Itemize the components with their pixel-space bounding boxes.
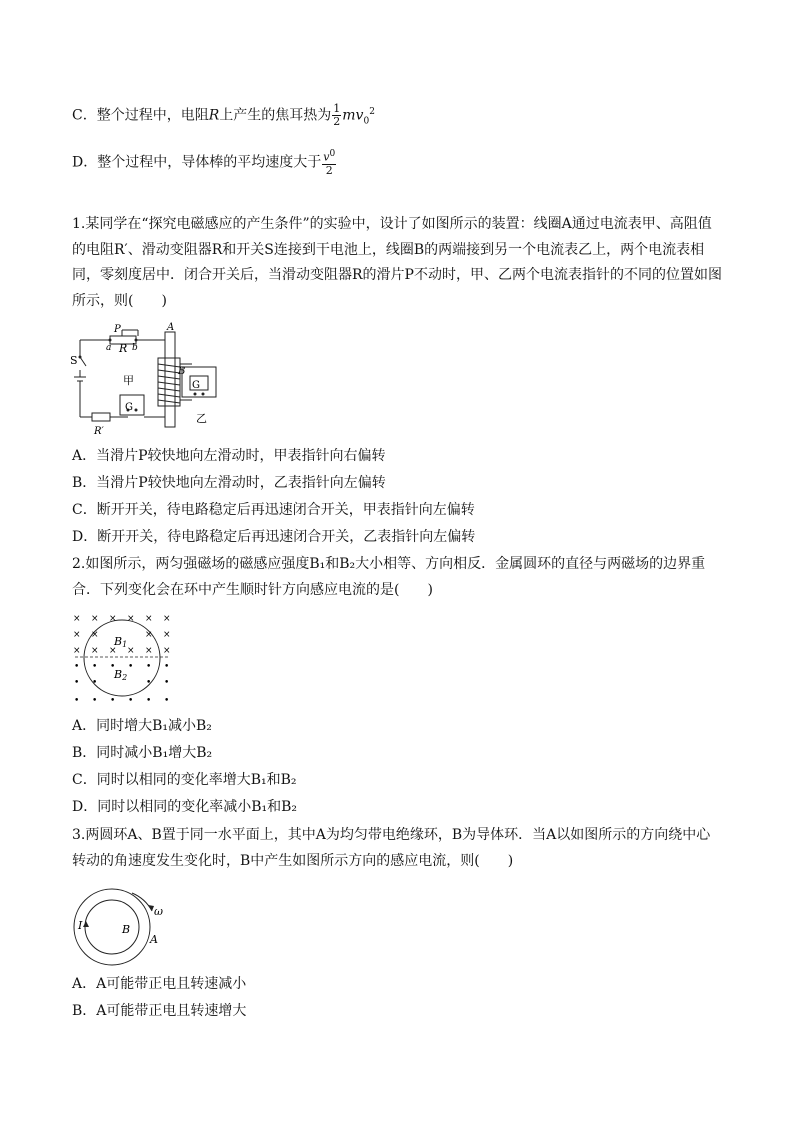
label-G-jia: G (125, 402, 133, 413)
field-cross: × (127, 646, 135, 656)
label-S: S (70, 354, 78, 367)
q1-option-d[interactable]: D．断开开关，待电路稳定后再迅速闭合开关，乙表指针向左偏转 (72, 529, 476, 545)
field-cross: × (163, 646, 171, 656)
q3-option-b[interactable]: B．A可能带正电且转速增大 (72, 1003, 247, 1019)
question-2-stem (72, 552, 722, 603)
question-1-number: 1. (72, 216, 86, 232)
label-b: b (132, 343, 138, 353)
field-dot: • (74, 696, 80, 706)
field-dot: • (110, 662, 116, 672)
option-c-mv: mv (342, 107, 364, 124)
field-dot: • (146, 678, 152, 688)
field-cross: × (145, 630, 153, 640)
field-cross: × (127, 614, 135, 624)
field-cross: × (163, 614, 171, 624)
option-c-label: C．整个过程中，电阻 (72, 107, 209, 124)
label-B: B (178, 366, 186, 377)
field-dot: • (164, 696, 170, 706)
field-cross: × (109, 614, 117, 624)
q3-option-a[interactable]: A．A可能带正电且转速减小 (72, 976, 247, 992)
frac-v: v (323, 150, 330, 164)
frac-numerator: 1 (333, 102, 341, 116)
q1-option-b[interactable]: B．当滑片P较快地向左滑动时，乙表指针向左偏转 (72, 475, 386, 491)
q2-magnetic-field-figure (70, 610, 175, 705)
q1-circuit-figure (70, 322, 230, 437)
question-2-text: 如图所示，两匀强磁场的磁感应强度B₁和B₂大小相等、方向相反．金属圆环的直径与两磁场的边界重合．下列变化会在环中产生顺时针方向感应电流的是( ) (72, 556, 706, 598)
field-cross: × (91, 630, 99, 640)
field-dot: • (164, 678, 170, 688)
field-cross: × (91, 614, 99, 624)
label-P: P (114, 324, 121, 335)
field-dot: • (92, 662, 98, 672)
field-cross: × (73, 614, 81, 624)
option-c-sup: 2 (369, 107, 375, 117)
label-jia: 甲 (123, 374, 134, 387)
field-cross: × (163, 630, 171, 640)
frac-numerator (322, 148, 336, 165)
field-dot: • (146, 662, 152, 672)
label-G-yi: G (192, 380, 200, 391)
field-cross: × (91, 646, 99, 656)
field-dot: • (146, 696, 152, 706)
question-3-text: 两圆环A、B置于同一水平面上，其中A为均匀带电绝缘环，B为导体环．当A以如图所示的方向绕中心转动的角速度发生变化时，B中产生如图所示方向的感应电流，则( ) (72, 827, 711, 869)
label-I: I (78, 919, 83, 932)
field-dot: • (74, 662, 80, 672)
field-dot: • (164, 662, 170, 672)
question-1-stem (72, 212, 722, 314)
field-cross: × (145, 614, 153, 624)
frac-denominator: 2 (333, 115, 341, 129)
ring-B (85, 900, 139, 954)
option-d-fraction (322, 148, 336, 177)
label-R: R (119, 342, 128, 355)
label-yi: 乙 (196, 412, 207, 425)
current-arrow (83, 921, 89, 927)
label-B-ring: B (122, 923, 131, 936)
label-B2: B2 (114, 668, 128, 682)
field-cross: × (145, 646, 153, 656)
field-dot: • (92, 678, 98, 688)
q2-option-b[interactable]: B．同时减小B₁增大B₂ (72, 745, 213, 761)
label-A: A (167, 322, 175, 333)
frac-denominator: 2 (325, 163, 333, 177)
field-dot: • (128, 662, 134, 672)
option-c-fraction (332, 103, 341, 128)
label-R-prime: R′ (94, 426, 104, 437)
prev-option-c (72, 103, 375, 130)
q2-option-c[interactable]: C．同时以相同的变化率增大B₁和B₂ (72, 772, 297, 788)
option-c-var: R (208, 107, 220, 124)
q3-rings-figure (70, 885, 180, 970)
label-B1: B1 (114, 635, 128, 649)
field-cross: × (109, 646, 117, 656)
option-c-mid: 上产生的焦耳热为 (219, 107, 332, 124)
field-dot: • (74, 678, 80, 688)
label-omega: ω (154, 905, 163, 918)
option-c-sub: 0 (363, 116, 370, 127)
omega-arrow (132, 893, 152, 911)
question-3-number: 3. (72, 827, 86, 843)
field-dot: • (128, 696, 134, 706)
field-dot: • (110, 696, 116, 706)
q2-option-d[interactable]: D．同时以相同的变化率减小B₁和B₂ (72, 799, 298, 815)
question-2-number: 2. (72, 556, 86, 572)
frac-v-sup: 0 (329, 149, 336, 159)
question-1-text: 某同学在“探究电磁感应的产生条件”的实验中，设计了如图所示的装置：线圈A通过电流表甲、高阻值的电阻R′、滑动变阻器R和开关S连接到干电池上，线圈B的两端接到另一个电流表乙上，两个电流表相同，零刻度居中．闭合开关后，当滑动变阻器R的滑片P不动时，甲、乙两个电流表指针的不同的位置如图所示，则( ) (72, 216, 722, 309)
label-a: a (106, 343, 112, 353)
field-cross: × (73, 646, 81, 656)
prev-option-d (72, 148, 337, 177)
label-A-ring: A (150, 933, 158, 946)
field-cross: × (73, 630, 81, 640)
q1-option-c[interactable]: C．断开开关，待电路稳定后再迅速闭合开关，甲表指针向左偏转 (72, 502, 475, 518)
option-d-label: D．整个过程中，导体棒的平均速度大于 (72, 154, 322, 171)
field-dot: • (92, 696, 98, 706)
q1-option-a[interactable]: A．当滑片P较快地向左滑动时，甲表指针向右偏转 (72, 448, 386, 464)
question-3-stem (72, 823, 722, 874)
q2-option-a[interactable]: A．同时增大B₁减小B₂ (72, 718, 212, 734)
